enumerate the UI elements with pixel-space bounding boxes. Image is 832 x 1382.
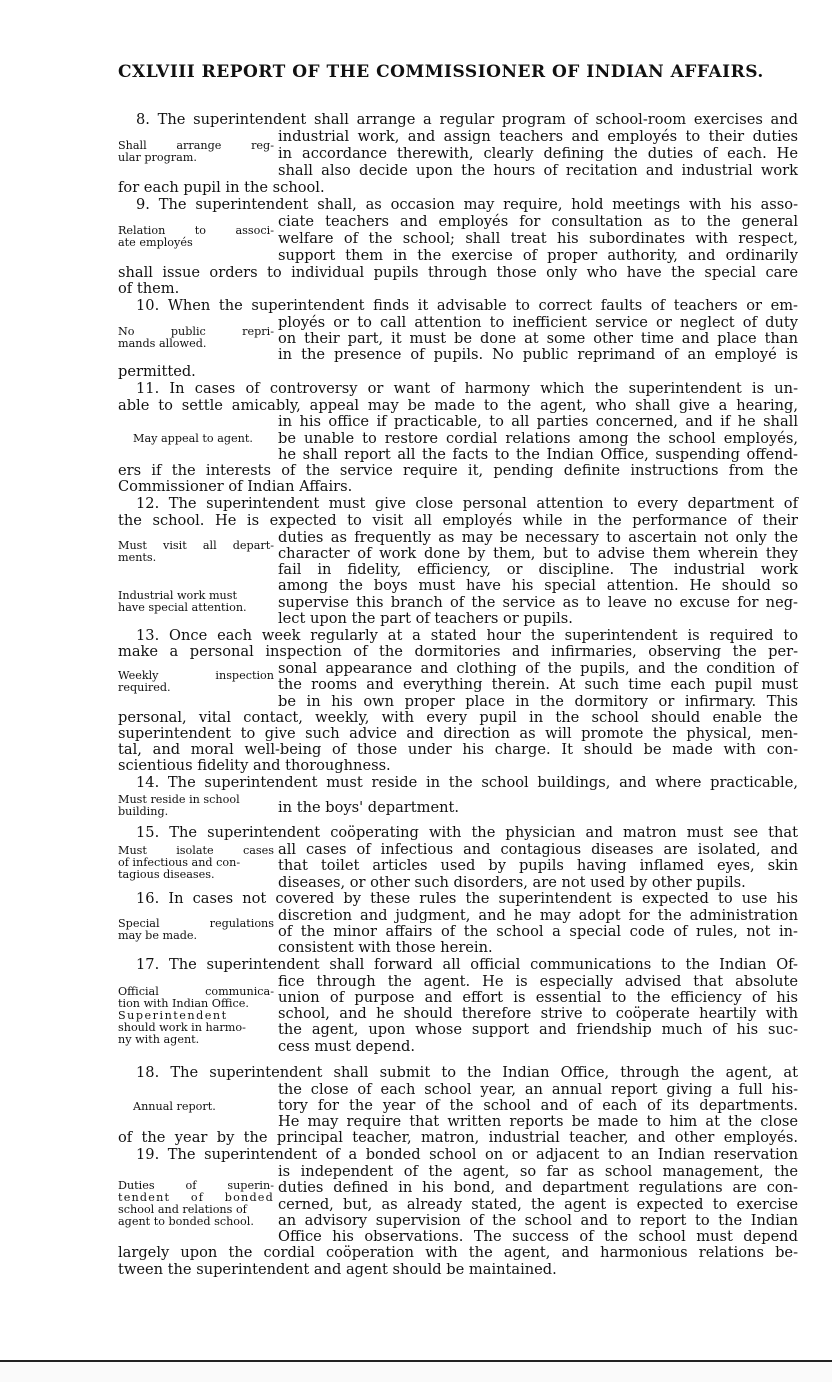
sidenote: Annual report.: [133, 1100, 216, 1113]
page-bottom-edge: [0, 1360, 832, 1382]
sidenote: Superintendent: [118, 1009, 228, 1022]
text-line: the rooms and everything therein. At such time each pupil must: [278, 676, 798, 693]
page-header: CXLVIII REPORT OF THE COMMISSIONER OF INDIAN AFFAIRS.: [118, 62, 764, 82]
text-line: permitted.: [118, 363, 196, 380]
text-line: welfare of the school; shall treat his subordinates with respect,: [278, 230, 798, 247]
text-line: supervise this branch of the service as to leave no excuse for neg-: [278, 594, 798, 611]
text-line: 16. In cases not covered by these rules the superintendent is expected to use his: [136, 890, 798, 907]
text-line: 10. When the superintendent finds it advisable to correct faults of teachers or em-: [136, 297, 798, 314]
text-line: cess must depend.: [278, 1038, 415, 1055]
text-line: tween the superintendent and agent should be maintained.: [118, 1261, 557, 1278]
text-line: for each pupil in the school.: [118, 179, 325, 196]
text-line: discretion and judgment, and he may adopt for the administration: [278, 907, 798, 924]
sidenote: tion with Indian Office.: [118, 997, 249, 1010]
sidenote: ular program.: [118, 151, 197, 164]
sidenote: ny with agent.: [118, 1033, 200, 1046]
text-line: an advisory supervision of the school and to report to the Indian: [278, 1212, 798, 1229]
text-line: be in his own proper place in the dormitory or infirmary. This: [278, 693, 798, 710]
text-line: tal, and moral well-being of those under his charge. It should be made with con-: [118, 741, 798, 758]
text-line: 12. The superintendent must give close personal attention to every department of: [136, 495, 798, 512]
sidenote: school and relations of: [118, 1203, 247, 1216]
text-line: in the presence of pupils. No public reprimand of an employé is: [278, 346, 798, 363]
text-line: scientious fidelity and thoroughness.: [118, 757, 391, 774]
sidenote: No public repri-: [118, 325, 274, 338]
text-line: 14. The superintendent must reside in the school buildings, and where practicable,: [136, 774, 798, 791]
sidenote: Shall arrange reg-: [118, 139, 274, 152]
text-line: he shall report all the facts to the Indian Office, suspending offend-: [278, 446, 798, 463]
sidenote: building.: [118, 805, 169, 818]
text-line: shall also decide upon the hours of recitation and industrial work: [278, 162, 798, 179]
sidenote: Official communica-: [118, 985, 274, 998]
sidenote: ments.: [118, 551, 157, 564]
sidenote: May appeal to agent.: [133, 432, 253, 445]
text-line: all cases of infectious and contagious diseases are isolated, and: [278, 841, 798, 858]
text-line: of the year by the principal teacher, matron, industrial teacher, and other employés.: [118, 1129, 798, 1146]
text-line: 13. Once each week regularly at a stated hour the superintendent is required to: [136, 627, 798, 644]
sidenote: required.: [118, 681, 171, 694]
text-line: ers if the interests of the service require it, pending definite instructions from the: [118, 462, 798, 479]
text-line: duties defined in his bond, and department regulations are con-: [278, 1179, 798, 1196]
text-line: fice through the agent. He is especially advised that absolute: [278, 973, 798, 990]
text-line: be unable to restore cordial relations among the school employés,: [278, 430, 798, 447]
sidenote: Must isolate cases: [118, 844, 274, 857]
sidenote: tendent of bonded: [118, 1191, 274, 1204]
text-line: He may require that written reports be made to him at the close: [278, 1113, 798, 1130]
sidenote: tagious diseases.: [118, 868, 215, 881]
text-line: 18. The superintendent shall submit to the Indian Office, through the agent, at: [136, 1064, 798, 1081]
text-line: union of purpose and effort is essential to the efficiency of his: [278, 989, 798, 1006]
sidenote: agent to bonded school.: [118, 1215, 254, 1228]
text-line: lect upon the part of teachers or pupils.: [278, 610, 573, 627]
text-line: ployés or to call attention to inefficient service or neglect of duty: [278, 314, 798, 331]
text-line: make a personal inspection of the dormitories and infirmaries, observing the per-: [118, 643, 798, 660]
text-line: in accordance therewith, clearly defining the duties of each. He: [278, 145, 798, 162]
text-line: that toilet articles used by pupils having inflamed eyes, skin: [278, 857, 798, 874]
sidenote: mands allowed.: [118, 337, 207, 350]
text-line: diseases, or other such disorders, are not used by other pupils.: [278, 874, 746, 891]
text-line: of the minor affairs of the school a special code of rules, not in-: [278, 923, 798, 940]
sidenote: Relation to associ-: [118, 224, 274, 237]
text-line: cerned, but, as already stated, the agent is expected to exercise: [278, 1196, 798, 1213]
text-line: Office his observations. The success of the school must depend: [278, 1228, 798, 1245]
text-line: in his office if practicable, to all parties concerned, and if he shall: [278, 413, 798, 430]
text-line: superintendent to give such advice and direction as will promote the physical, men-: [118, 725, 798, 742]
text-line: 8. The superintendent shall arrange a regular program of school-room exercises and: [136, 111, 798, 128]
text-line: on their part, it must be done at some other time and place than: [278, 330, 798, 347]
sidenote: of infectious and con-: [118, 856, 241, 869]
sidenote: Must reside in school: [118, 793, 240, 806]
sidenote: should work in harmo-: [118, 1021, 246, 1034]
sidenote: have special attention.: [118, 601, 247, 614]
sidenote: ate employés: [118, 236, 193, 249]
text-line: tory for the year of the school and of each of its departments.: [278, 1097, 798, 1114]
text-line: able to settle amicably, appeal may be made to the agent, who shall give a hearing,: [118, 397, 798, 414]
text-line: Commissioner of Indian Affairs.: [118, 478, 353, 495]
text-line: ciate teachers and employés for consultation as to the general: [278, 213, 798, 230]
text-line: among the boys must have his special attention. He should so: [278, 577, 798, 594]
text-line: the agent, upon whose support and friendship much of his suc-: [278, 1021, 798, 1038]
text-line: consistent with those herein.: [278, 939, 493, 956]
text-line: school, and he should therefore strive to coöperate heartily with: [278, 1005, 798, 1022]
text-line: the school. He is expected to visit all employés while in the performance of their: [118, 512, 798, 529]
text-line: personal, vital contact, weekly, with every pupil in the school should enable the: [118, 709, 798, 726]
text-line: 15. The superintendent coöperating with the physician and matron must see that: [136, 824, 798, 841]
sidenote: Industrial work must: [118, 589, 238, 602]
text-line: largely upon the cordial coöperation with the agent, and harmonious relations be-: [118, 1244, 798, 1261]
text-line: 11. In cases of controversy or want of harmony which the superintendent is un-: [136, 380, 798, 397]
sidenote: Duties of superin-: [118, 1179, 274, 1192]
text-line: 9. The superintendent shall, as occasion may require, hold meetings with his asso-: [136, 196, 798, 213]
sidenote: may be made.: [118, 929, 198, 942]
text-line: industrial work, and assign teachers and employés to their duties: [278, 128, 798, 145]
text-line: support them in the exercise of proper authority, and ordinarily: [278, 247, 798, 264]
text-line: fail in fidelity, efficiency, or discipline. The industrial work: [278, 561, 798, 578]
text-line: in the boys' department.: [278, 799, 459, 816]
text-line: 19. The superintendent of a bonded school on or adjacent to an Indian reservation: [136, 1146, 798, 1163]
sidenote: Must visit all depart-: [118, 539, 274, 552]
text-line: duties as frequently as may be necessary to ascertain not only the: [278, 529, 798, 546]
sidenote: Weekly inspection: [118, 669, 274, 682]
text-line: of them.: [118, 280, 180, 297]
sidenote: Special regulations: [118, 917, 274, 930]
text-line: is independent of the agent, so far as school management, the: [278, 1163, 798, 1180]
text-line: the close of each school year, an annual report giving a full his-: [278, 1081, 798, 1098]
text-line: 17. The superintendent shall forward all official communications to the Indian Of-: [136, 956, 798, 973]
text-line: character of work done by them, but to advise them wherein they: [278, 545, 798, 562]
text-line: shall issue orders to individual pupils through those only who have the special care: [118, 264, 798, 281]
text-line: sonal appearance and clothing of the pupils, and the condition of: [278, 660, 798, 677]
